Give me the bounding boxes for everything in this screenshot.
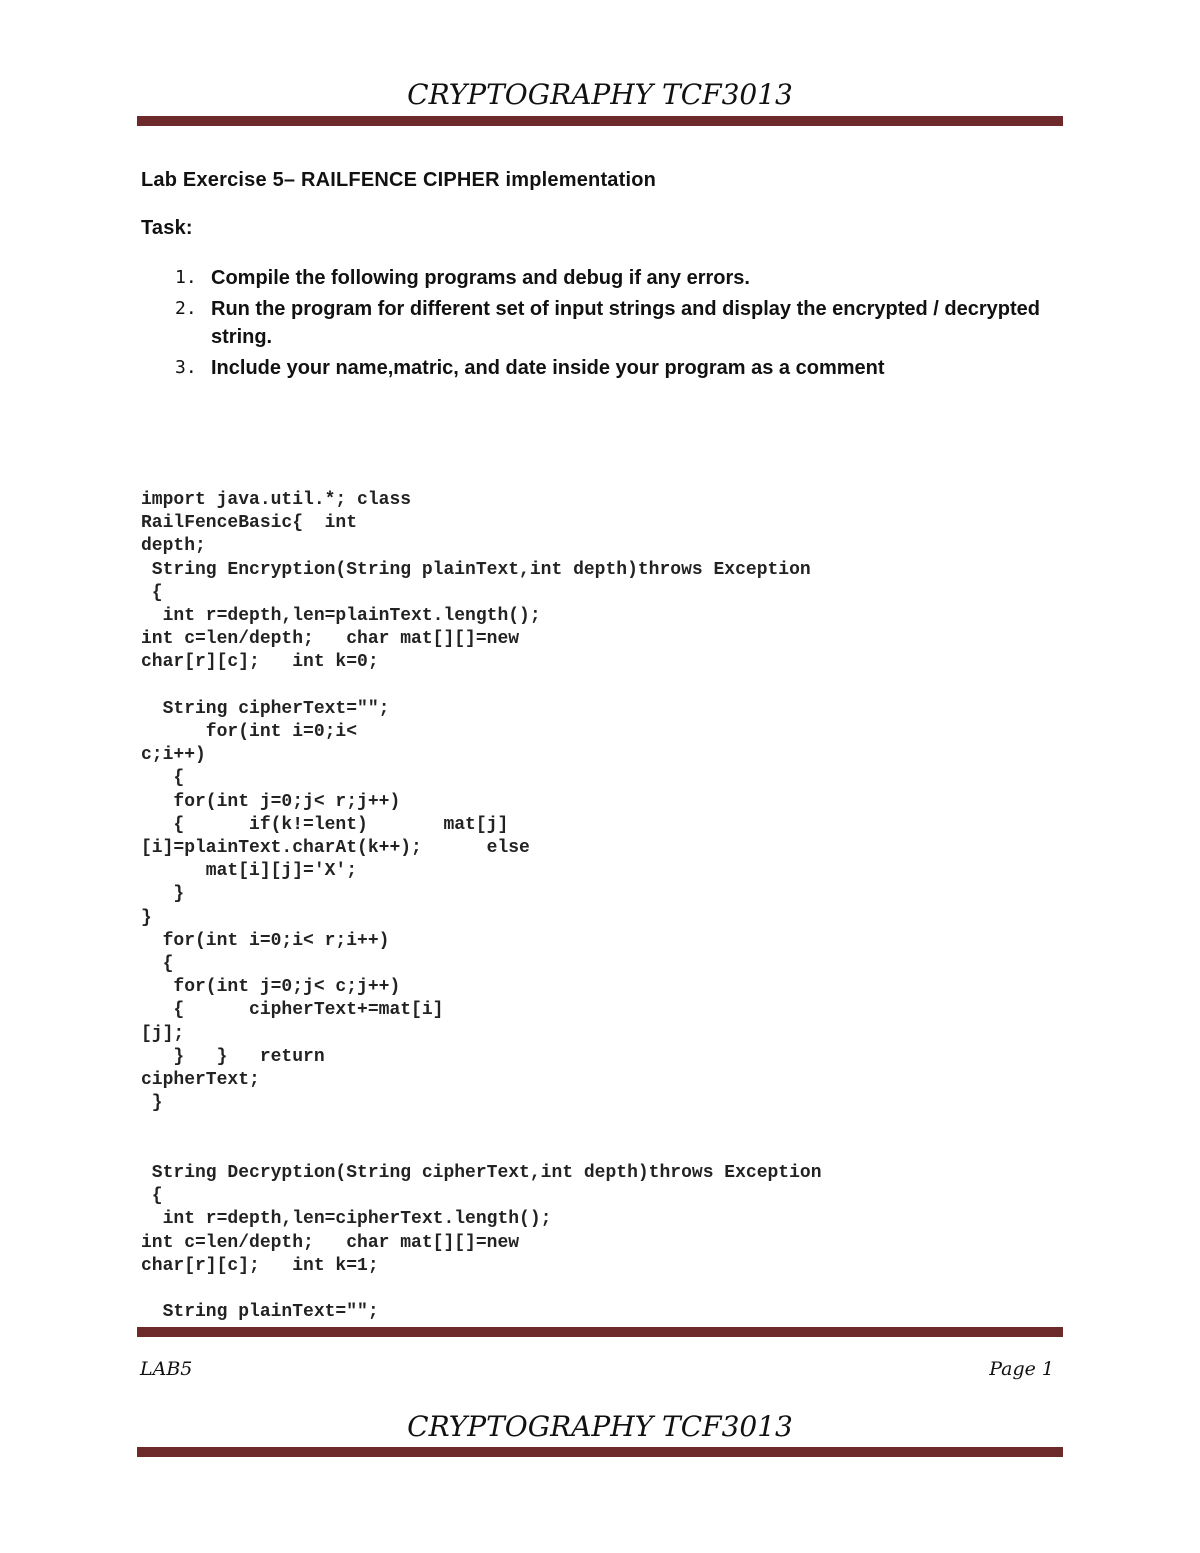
footer-lab-label: LAB5 <box>140 1358 193 1380</box>
task-number: 2. <box>175 298 197 319</box>
next-page-header-title: CRYPTOGRAPHY TCF3013 <box>407 1410 793 1443</box>
task-list <box>171 264 1051 382</box>
footer-rule <box>137 1327 1063 1337</box>
lab-title: Lab Exercise 5– RAILFENCE CIPHER implementation <box>141 169 657 191</box>
next-page-header-rule <box>137 1447 1063 1457</box>
task-label: Task: <box>141 217 193 239</box>
task-number: 3. <box>175 357 197 378</box>
task-item <box>171 264 1051 292</box>
task-number: 1. <box>175 267 197 288</box>
header-rule <box>137 116 1063 126</box>
task-text: Compile the following programs and debug if any errors. <box>211 267 750 289</box>
task-text: Include your name,matric, and date inside your program as a comment <box>211 357 885 379</box>
code-listing: import java.util.*; class RailFenceBasic{ int depth; String Encryption(String plainText,int depth)throws Exception { int r=depth,len=plainText.length(); int c=len/depth; char mat[][]=new char[r][c]; int k=0; String cipherText=""; for(int i=0;i< c;i++) { for(int j=0;j< r;j++) { if(k!=lent) mat[j] [i]=plainText.charAt(k++); else mat[i][j]='X'; } } for(int i=0;i< r;i++) { for(int j=0;j< c;j++) { cipherText+=mat[i] [j]; } } return cipherText; } String Decryption(String cipherText,int depth)throws Exception { int r=depth,len=cipherText.length(); int c=len/depth; char mat[][]=new char[r][c]; int k=1; String plainText=""; <box>141 490 822 1323</box>
task-text: Run the program for different set of input strings and display the encrypted / decrypted string. <box>211 298 1040 348</box>
footer-page-number: Page 1 <box>989 1358 1054 1380</box>
task-item <box>171 295 1051 351</box>
task-item <box>171 354 1051 382</box>
page-header-title: CRYPTOGRAPHY TCF3013 <box>407 78 793 111</box>
